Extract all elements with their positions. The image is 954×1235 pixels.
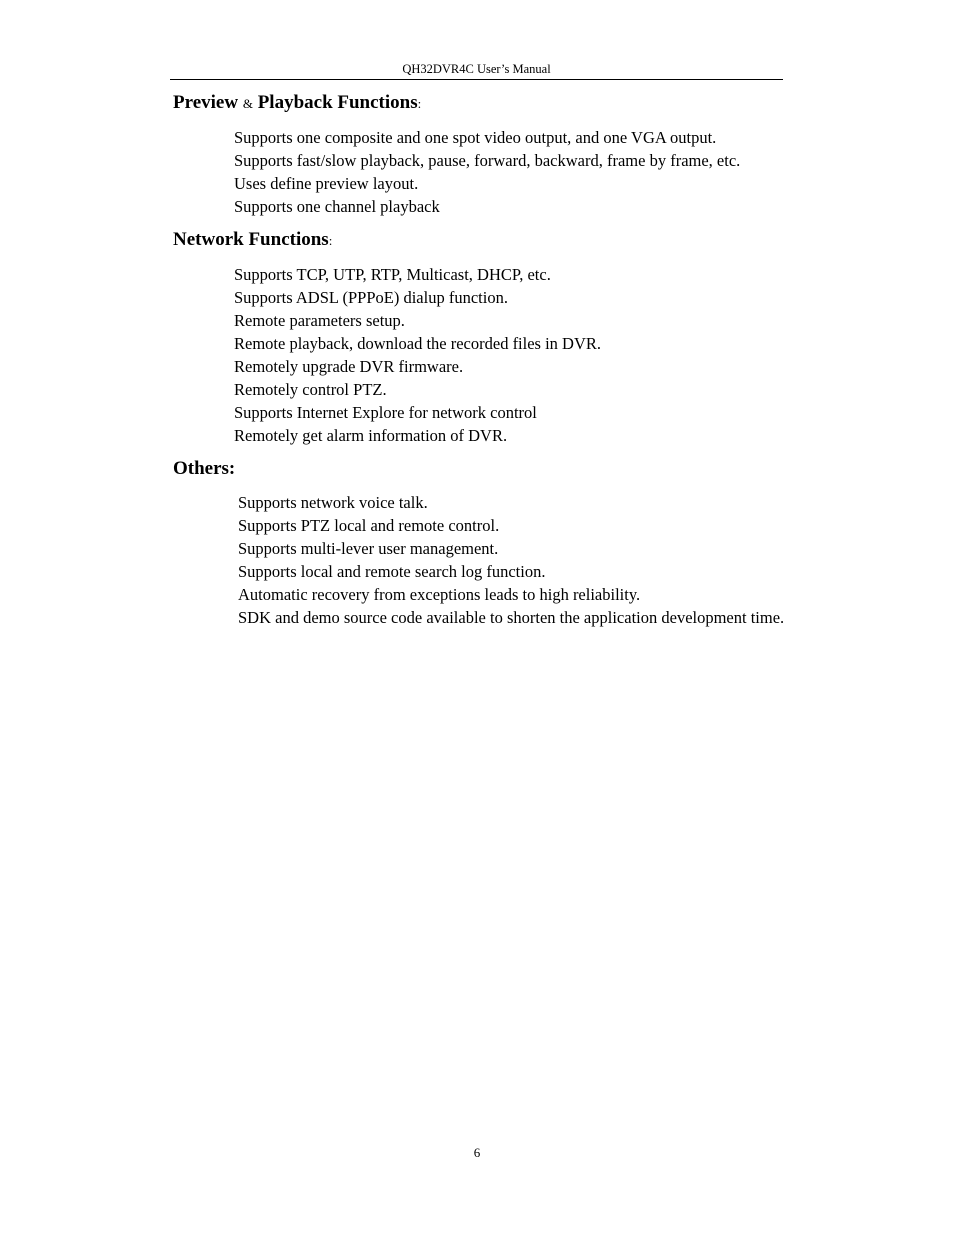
list-item: Supports Internet Explore for network control <box>234 403 537 422</box>
section-title-preview-playback <box>173 92 421 115</box>
list-item: Supports network voice talk. <box>238 493 428 512</box>
section-title-preview-word: Preview <box>173 92 239 113</box>
list-item: Remote playback, download the recorded files in DVR. <box>234 334 602 353</box>
list-item: Remote parameters setup. <box>234 311 405 330</box>
list-item: Automatic recovery from exceptions leads to high reliability. <box>238 585 641 604</box>
network-functions-list <box>234 263 601 447</box>
section-title-ampersand: & <box>242 96 253 111</box>
list-item: Uses define preview layout. <box>234 174 419 193</box>
manual-title: QH32DVR4C User’s Manual <box>402 62 551 76</box>
others-list <box>238 491 786 629</box>
section-title-playback-functions: Playback Functions <box>257 92 418 113</box>
list-item: Supports one channel playback <box>234 197 440 216</box>
section-title-colon: : <box>328 233 333 248</box>
list-item: Supports TCP, UTP, RTP, Multicast, DHCP, etc. <box>234 265 551 284</box>
list-item: Supports local and remote search log function. <box>238 562 546 581</box>
list-item: Remotely get alarm information of DVR. <box>234 426 508 445</box>
list-item: Supports one composite and one spot video output, and one VGA output. <box>234 128 717 147</box>
page-number: 6 <box>473 1145 481 1160</box>
section-title-network-functions <box>173 229 332 252</box>
list-item: Supports fast/slow playback, pause, forward, backward, frame by frame, etc. <box>234 151 741 170</box>
list-item: Supports PTZ local and remote control. <box>238 516 500 535</box>
section-title-others <box>173 458 235 480</box>
list-item: Remotely upgrade DVR firmware. <box>234 357 464 376</box>
running-header <box>170 62 783 80</box>
section-title-colon: : <box>417 96 422 111</box>
list-item: Remotely control PTZ. <box>234 380 387 399</box>
preview-playback-list <box>234 126 740 218</box>
list-item: Supports ADSL (PPPoE) dialup function. <box>234 288 508 307</box>
section-title-others-text: Others: <box>173 458 236 479</box>
list-item: Supports multi-lever user management. <box>238 539 499 558</box>
section-title-network-text: Network Functions <box>173 229 329 250</box>
list-item: SDK and demo source code available to shorten the application development time. <box>238 608 785 627</box>
